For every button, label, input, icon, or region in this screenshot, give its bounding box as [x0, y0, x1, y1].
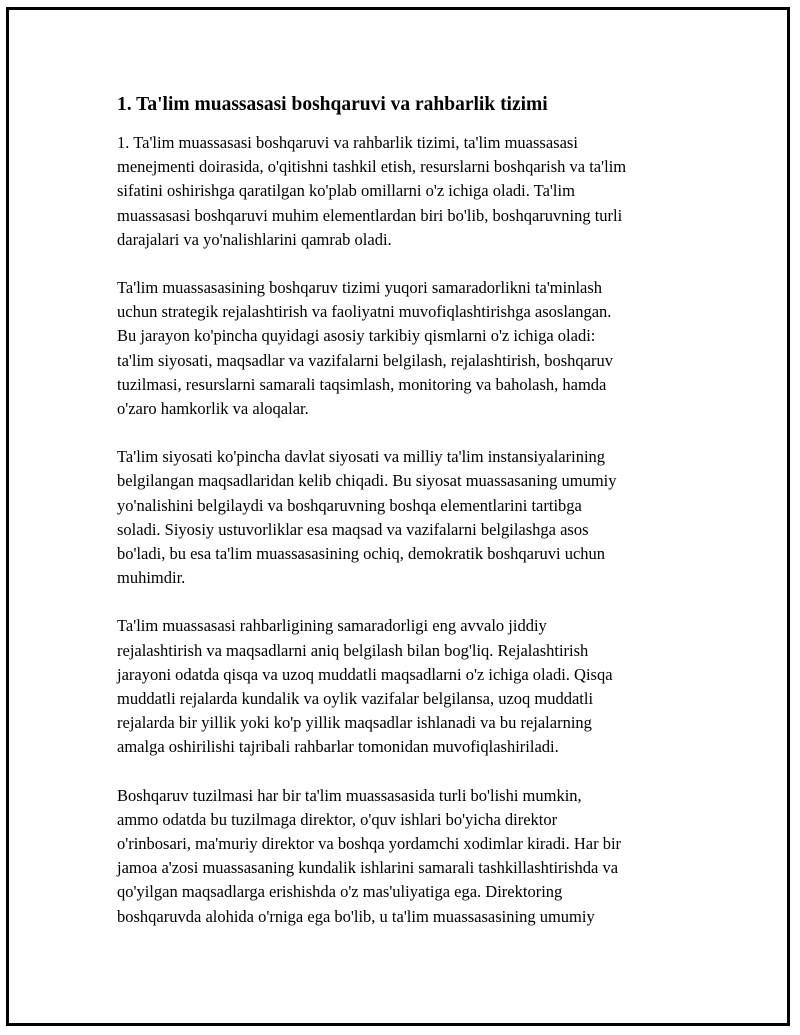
paragraph-2: Ta'lim muassasasining boshqaruv tizimi yuqori samaradorlikni ta'minlash uchun strategik rejalashtirish va faoliyatni muvofiqlashtirishga asoslangan. Bu jarayon ko'pincha quyidagi asosiy tarkibiy qismlarni o'z ichiga oladi: ta'lim siyosati, maqsadlar va vazifalarni belgilash, rejalashtirish, boshqaruv tuzilmasi, resurslarni samarali taqsimlash, monitoring va baholash, hamda o'zaro hamkorlik va aloqalar. [117, 278, 613, 419]
paragraph-3: Ta'lim siyosati ko'pincha davlat siyosati va milliy ta'lim instansiyalarining belgilangan maqsadlaridan kelib chiqadi. Bu siyosat muassasaning umumiy yo'nalishini belgilaydi va boshqaruvning boshqa elementlarini tartibga soladi. Siyosiy ustuvorliklar esa maqsad va vazifalarni belgilashga asos bo'ladi, bu esa ta'lim muassasasining ochiq, demokratik boshqaruvi uchun muhimdir. [117, 447, 617, 588]
document-body [117, 92, 697, 953]
paragraph-4: Ta'lim muassasasi rahbarligining samaradorligi eng avvalo jiddiy rejalashtirish va maqsadlarni aniq belgilash bilan bog'liq. Rejalashtirish jarayoni odatda qisqa va uzoq muddatli maqsadlarni o'z ichiga oladi. Qisqa muddatli rejalarda kundalik va oylik vazifalar belgilansa, uzoq muddatli rejalarda bir yillik yoki ko'p yillik maqsadlar ishlanadi va bu rejalarning amalga oshirilishi tajribali rahbarlar tomonidan muvofiqlashiriladi. [117, 616, 613, 757]
paragraph-5: Boshqaruv tuzilmasi har bir ta'lim muassasasida turli bo'lishi mumkin, ammo odatda bu tuzilmaga direktor, o'quv ishlari bo'yicha direktor o'rinbosari, ma'muriy direktor va boshqa yordamchi xodimlar kiradi. Har bir jamoa a'zosi muassasaning kundalik ishlarini samarali tashkillashtirishda va qo'yilgan maqsadlarga erishishda o'z mas'uliyatiga ega. Direktoring boshqaruvda alohida o'rniga ega bo'lib, u ta'lim muassasasining umumiy [117, 785, 622, 926]
paragraph-1: 1. Ta'lim muassasasi boshqaruvi va rahbarlik tizimi, ta'lim muassasasi menejmenti doirasida, o'qitishni tashkil etish, resurslarni boshqarish va ta'lim sifatini oshirishga qaratilgan ko'plab omillarni o'z ichiga oladi. Ta'lim muassasasi boshqaruvi muhim elementlardan biri bo'lib, boshqaruvning turli darajalari va yo'nalishlarini qamrab oladi. [117, 133, 627, 249]
document-heading: 1. Ta'lim muassasasi boshqaruvi va rahbarlik tizimi [117, 94, 548, 115]
